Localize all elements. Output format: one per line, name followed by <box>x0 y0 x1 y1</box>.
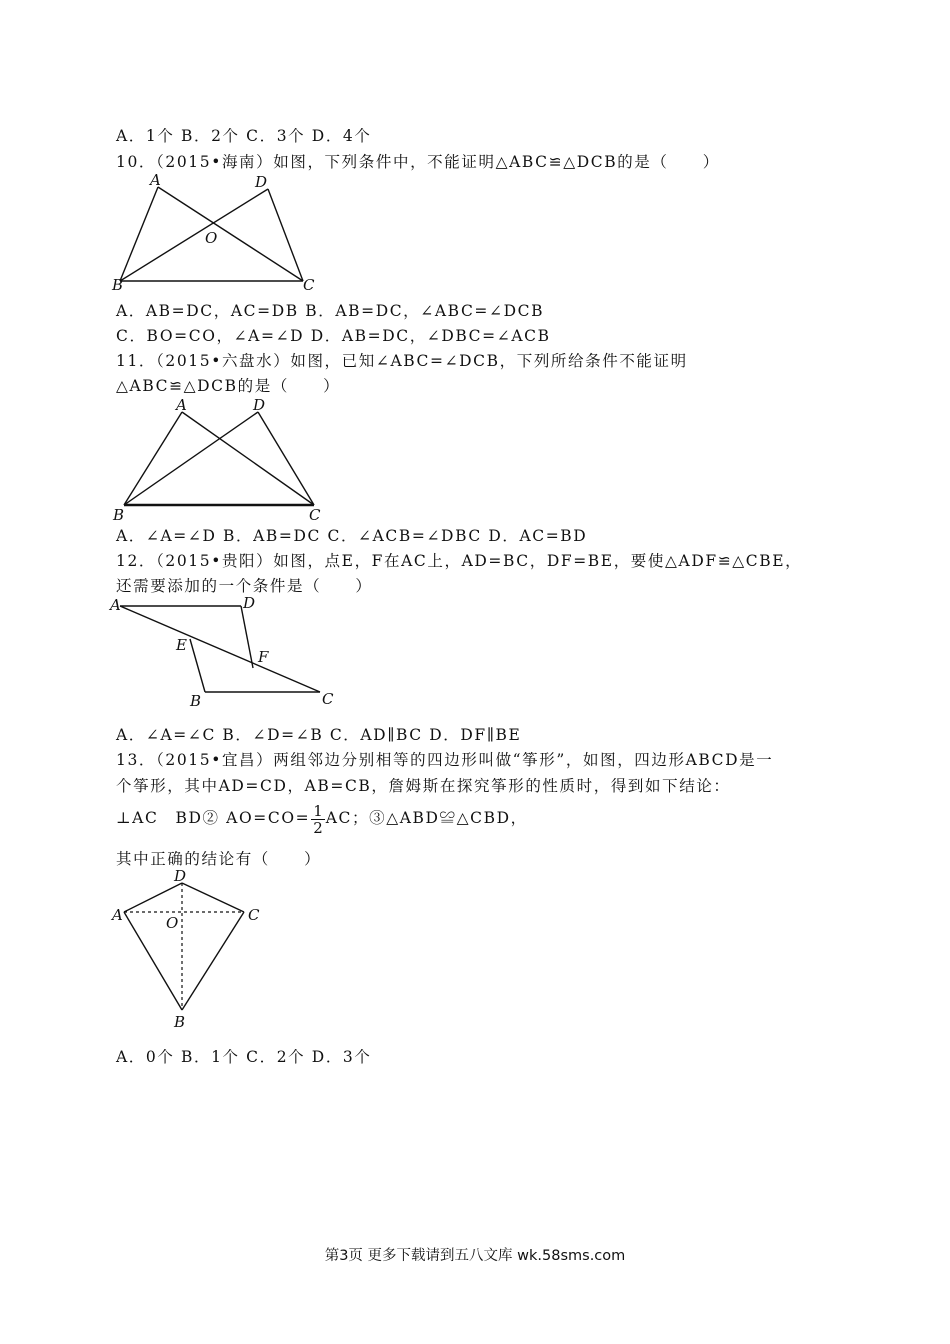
label-b: B <box>113 506 125 524</box>
label-d: D <box>174 867 187 885</box>
label-d: D <box>255 173 268 191</box>
fraction-denominator: 2 <box>313 818 323 837</box>
label-d: D <box>243 594 256 612</box>
q13-stem-2: 个筝形，其中AD=CD，AB=CB，詹姆斯在探究筝形的性质时，得到如下结论： <box>116 777 731 795</box>
q12-stem-2: 还需要添加的一个条件是（ ） <box>116 577 373 595</box>
label-c: C <box>303 276 315 294</box>
q12-figure <box>108 594 348 712</box>
q10-figure <box>110 170 330 296</box>
label-o: O <box>166 914 179 932</box>
q12-stem-1: 12．（2015•贵阳）如图，点E，F在AC上，AD=BC，DF=BE，要使△ADF≌△CBE， <box>116 552 803 570</box>
q11-stem-2: △ABC≌△DCB的是（ ） <box>116 377 341 395</box>
label-c: C <box>248 906 260 924</box>
one-half-fraction <box>311 803 325 836</box>
q11-figure <box>110 395 340 525</box>
q10-stem: 10．（2015•海南）如图，下列条件中，不能证明△ABC≌△DCB的是（ ） <box>116 153 720 171</box>
label-a: A <box>112 906 123 924</box>
label-d: D <box>253 396 266 414</box>
q13-conclusions <box>116 800 528 836</box>
q12-options: A．∠A=∠C B．∠D=∠B C．AD∥BC D．DF∥BE <box>116 726 522 744</box>
q9-options: A．1个 B．2个 C．3个 D．4个 <box>116 127 372 145</box>
q13-stem-3: 其中正确的结论有（ ） <box>116 850 322 868</box>
conclusion-suffix: AC；③△ABD≌△CBD， <box>325 809 528 827</box>
label-b: B <box>190 692 202 710</box>
label-c: C <box>322 690 334 708</box>
fraction-numerator: 1 <box>313 801 323 820</box>
q10-options-2: C．BO=CO，∠A=∠D D．AB=DC，∠DBC=∠ACB <box>116 327 551 345</box>
q11-stem-1: 11．（2015•六盘水）如图，已知∠ABC=∠DCB，下列所给条件不能证明 <box>116 352 688 370</box>
label-a: A <box>176 396 187 414</box>
q11-options: A．∠A=∠D B．AB=DC C．∠ACB=∠DBC D．AC=BD <box>116 527 588 545</box>
q13-options: A．0个 B．1个 C．2个 D．3个 <box>116 1048 372 1066</box>
conclusion-prefix: ⊥AC BD② AO=CO= <box>116 809 311 827</box>
q13-stem-1: 13．（2015•宜昌）两组邻边分别相等的四边形叫做“筝形”，如图，四边形ABCD是一 <box>116 751 774 769</box>
label-c: C <box>309 506 321 524</box>
page-footer: 第3页 更多下载请到五八文库 wk.58sms.com <box>324 1248 626 1264</box>
label-e: E <box>176 636 187 654</box>
q10-options-1: A．AB=DC，AC=DB B．AB=DC，∠ABC=∠DCB <box>116 302 545 320</box>
label-a: A <box>150 171 161 189</box>
label-a: A <box>110 596 121 614</box>
q13-figure <box>110 866 270 1034</box>
label-b: B <box>112 276 124 294</box>
label-o: O <box>205 229 218 247</box>
label-b: B <box>174 1013 186 1031</box>
label-f: F <box>258 648 269 666</box>
